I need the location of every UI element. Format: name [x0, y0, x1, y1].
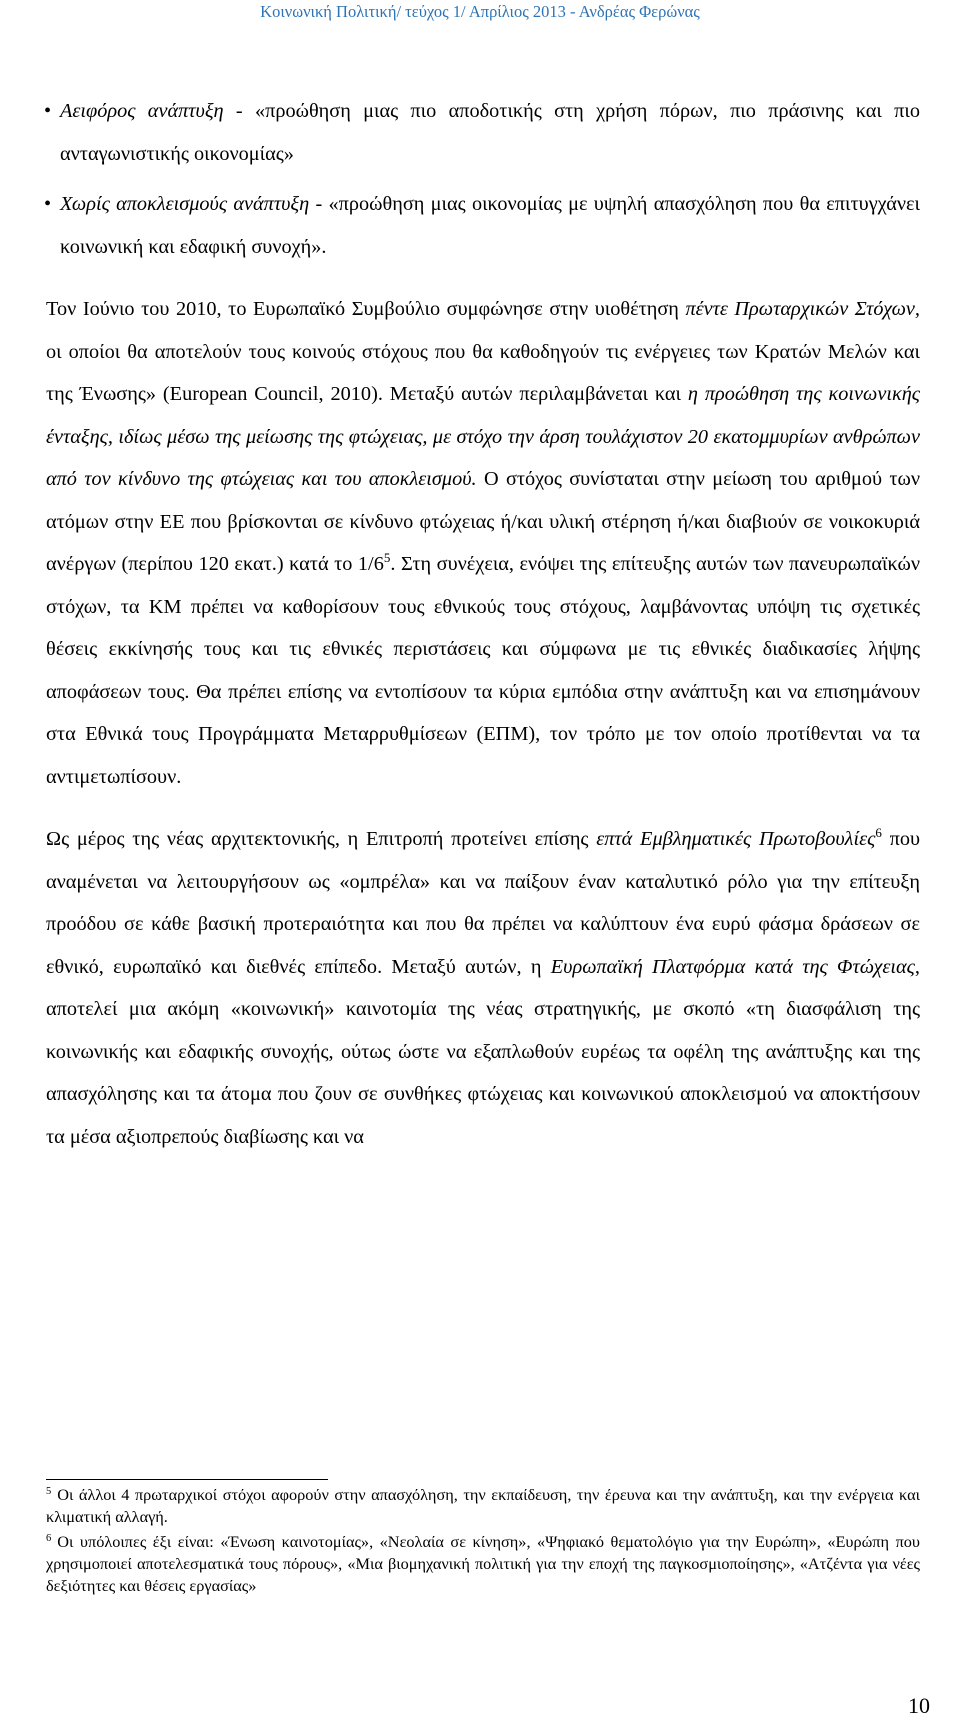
footnote	[46, 1484, 920, 1528]
bullet-text: - «προώθηση μιας οικονομίας με υψηλή απασχόληση που θα επιτυγχάνει κοινωνική και εδαφική συνοχή».	[60, 193, 920, 258]
footnote	[46, 1531, 920, 1597]
main-text	[46, 90, 920, 1158]
text-run: , αποτελεί μια ακόμη «κοινωνική» καινοτομία της νέας στρατηγικής, με σκοπό «τη διασφάλιση της κοινωνικής και εδαφικής συνοχής, ούτως ώστε να εξαπλωθούν ευρέως τα οφέλη της ανάπτυξης και της απασχόλησης και τα άτομα που ζουν σε συνθήκες φτώχειας και κοινωνικού αποκλεισμού να αποκτήσουν τα μέσα αξιοπρεπούς διαβίωσης και να	[46, 955, 920, 1148]
footnotes	[46, 1484, 920, 1600]
text-run: Ως μέρος της νέας αρχιτεκτονικής, η Επιτροπή προτείνει επίσης	[46, 828, 597, 850]
bullet-icon: •	[44, 193, 52, 215]
running-header: Κοινωνική Πολιτική/ τεύχος 1/ Απρίλιος 2013 - Ανδρέας Φερώνας	[260, 2, 700, 21]
footnote-number: 5	[46, 1486, 52, 1497]
footnote-ref: 5	[383, 550, 391, 565]
italic-run: Ευρωπαϊκή Πλατφόρμα κατά της Φτώχειας	[550, 955, 915, 978]
bullet-item	[46, 90, 920, 175]
paragraph	[46, 288, 920, 798]
text-run: που αναμένεται να λειτουργήσουν ως «ομπρέλα» και να παίξουν έναν καταλυτικό ρόλο για την επίτευξη προόδου σε κάθε βασική προτεραιότητα και που θα πρέπει να καλύπτουν ένα ευρύ φάσμα δράσεων σε εθνικό, ευρωπαϊκό και διεθνές επίπεδο. Μεταξύ αυτών, η	[46, 828, 920, 978]
bullet-item	[46, 183, 920, 268]
text-run: . Στη συνέχεια, ενόψει της επίτευξης αυτών των πανευρωπαϊκών στόχων, τα ΚΜ πρέπει να καθορίσουν τους εθνικούς τους στόχους, λαμβάνοντας υπόψη τις σχετικές θέσεις εκκίνησής τους και τις εθνικές περιστάσεις και σύμφωνα με τις εθνικές διαδικασίες λήψης αποφάσεων τους. Θα πρέπει επίσης να εντοπίσουν τα κύρια εμπόδια στην ανάπτυξη και να επισημάνουν στα Εθνικά τους Προγράμματα Μεταρρυθμίσεων (ΕΠΜ), τον τρόπο με τον οποίο προτίθενται να τα αντιμετωπίσουν.	[46, 553, 921, 788]
text-run: Ο στόχος συνίσταται στην μείωση του αριθμού των ατόμων στην ΕΕ που βρίσκονται σε κίνδυνο φτώχειας ή/και υλική στέρηση ή/και διαβιούν σε νοικοκυριά ανέργων (περίπου 120 εκατ.) κατά το 1/6	[46, 468, 920, 575]
footnote-number: 6	[46, 1533, 52, 1544]
footnote-separator	[46, 1479, 328, 1480]
bullet-term: Χωρίς αποκλεισμούς ανάπτυξη	[60, 193, 310, 215]
footnote-text: Οι άλλοι 4 πρωταρχικοί στόχοι αφορούν στην απασχόληση, την εκπαίδευση, την έρευνα και την ανάπτυξη, και την ενέργεια και κλιματική αλλαγή.	[46, 1485, 920, 1526]
bullet-icon: •	[44, 100, 52, 122]
page-number: 10	[908, 1693, 930, 1718]
italic-run: η προώθηση της κοινωνικής ένταξης, ιδίως μέσω της μείωσης της φτώχειας, με στόχο την άρση τουλάχιστον 20 εκατομμυρίων ανθρώπων από τον κίνδυνο της φτώχειας και του αποκλεισμού.	[46, 383, 920, 490]
footnote-text: Οι υπόλοιπες έξι είναι: «Ένωση καινοτομίας», «Νεολαία σε κίνηση», «Ψηφιακό θεματολόγιο για την Ευρώπη», «Ευρώπη που χρησιμοποιεί αποτελεσματικά τους πόρους», «Μια βιομηχανική πολιτική για την εποχή της παγκοσμιοποίησης», «Ατζέντα για νέες δεξιότητες και θέσεις εργασίας»	[46, 1532, 920, 1595]
bullet-term: Αειφόρος ανάπτυξη	[60, 100, 224, 122]
italic-run: επτά Εμβληματικές Πρωτοβουλίες	[596, 828, 876, 850]
footnote-ref: 6	[875, 825, 882, 840]
text-run: Τον Ιούνιο του 2010, το Ευρωπαϊκό Συμβούλιο συμφώνησε στην υιοθέτηση	[46, 298, 686, 320]
bullet-text: - «προώθηση μιας πιο αποδοτικής στη χρήση πόρων, πιο πράσινης και πιο ανταγωνιστικής οικονομίας»	[60, 100, 921, 165]
text-run: οι οποίοι θα αποτελούν τους κοινούς στόχους που θα καθοδηγούν τις ενέργειες των Κρατών Μελών και της Ένωσης» (European Council, 2010). Μεταξύ αυτών περιλαμβάνεται και	[46, 340, 920, 405]
italic-run: πέντε Πρωταρχικών Στόχων,	[685, 298, 920, 320]
paragraph	[46, 818, 920, 1158]
